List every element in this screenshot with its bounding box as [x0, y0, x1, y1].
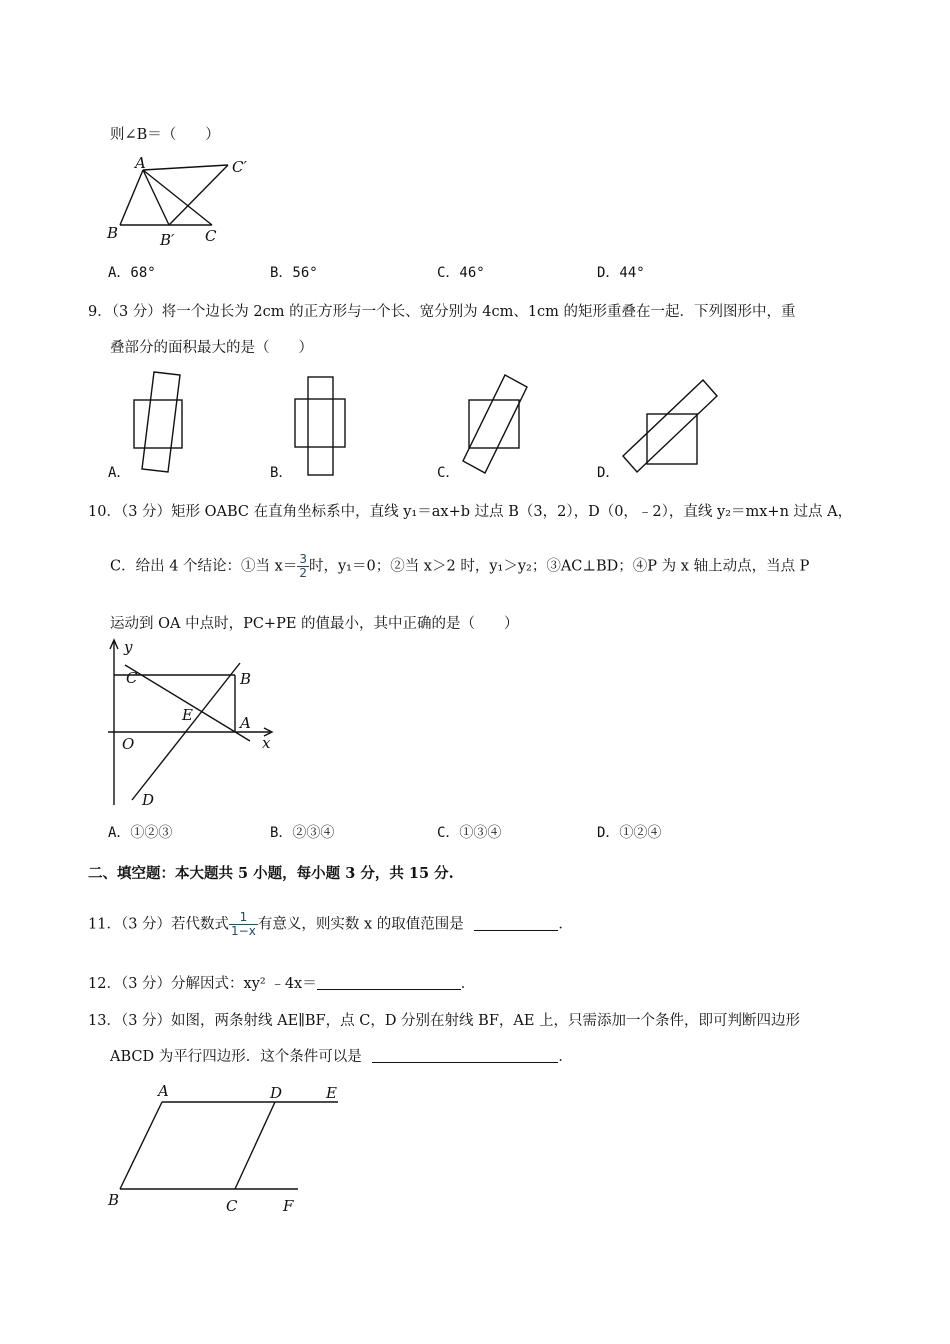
q13-label-b: B	[108, 1191, 120, 1209]
q13-label-a: A	[158, 1082, 169, 1100]
q11-pre: 11．（3 分）若代数式	[88, 916, 230, 933]
q10-line2-pre: C．给出 4 个结论：①当 x＝	[110, 558, 298, 575]
q10-label-e: E	[182, 706, 193, 724]
q9-figure-b	[290, 372, 350, 477]
q11-post: 有意义，则实数 x 的取值范围是	[257, 916, 464, 933]
q10-stem-line1: 10．（3 分）矩形 OABC 在直角坐标系中，直线 y₁＝ax+b 过点 B（3，2），D（0，﹣2），直线 y₂＝mx+n 过点 A，	[88, 504, 853, 520]
q10-option-d: D．①②④	[597, 825, 662, 841]
q9-option-d: D．	[597, 465, 620, 481]
q8-label-b-prime: B′	[160, 231, 175, 249]
q12-stem	[88, 972, 475, 993]
q8-option-b: B．56°	[270, 265, 318, 281]
q8-label-a: A	[135, 154, 146, 172]
q11-end: ．	[558, 916, 573, 933]
q13-line2-pre: ABCD 为平行四边形．这个条件可以是	[110, 1049, 362, 1065]
q9-option-a: A．	[108, 465, 131, 481]
q8-label-b: B	[107, 224, 119, 242]
q10-label-y: y	[124, 638, 133, 656]
q10-option-c: C．①③④	[437, 825, 502, 841]
q10-label-o: O	[122, 735, 135, 753]
q11-answer-blank[interactable]	[474, 916, 558, 931]
q10-option-b: B．②③④	[270, 825, 335, 841]
q11-fraction	[229, 911, 258, 938]
q8-label-c-prime: C′	[232, 158, 247, 176]
q13-end: ．	[558, 1049, 573, 1065]
q13-stem-line2	[110, 1045, 573, 1066]
q9-stem-line2: 叠部分的面积最大的是（ ）	[110, 340, 313, 356]
q10-stem-line2	[110, 553, 809, 580]
q8-option-c: C．46°	[437, 265, 485, 281]
q13-label-e: E	[326, 1084, 337, 1102]
q13-stem-line1: 13．（3 分）如图，两条射线 AE∥BF，点 C，D 分别在射线 BF，AE 上，只需添加一个条件，即可判断四边形	[88, 1013, 801, 1029]
q9-figure-a	[130, 370, 190, 475]
q10-label-c: C	[126, 669, 138, 687]
q10-label-a: A	[240, 714, 251, 732]
q8-option-a: A．68°	[108, 265, 156, 281]
q12-pre: 12．（3 分）分解因式：xy² ﹣4x＝	[88, 976, 317, 992]
q8-option-d: D．44°	[597, 265, 645, 281]
q13-figure	[100, 1075, 350, 1220]
q9-figure-d	[615, 370, 720, 475]
section2-heading: 二、填空题：本大题共 5 小题，每小题 3 分，共 15 分.	[88, 865, 454, 882]
q10-fraction-num: 3	[299, 552, 307, 566]
q10-label-d: D	[142, 791, 155, 809]
q11-fraction-den: 1−x	[231, 924, 256, 938]
q9-figure-c	[455, 370, 535, 475]
q9-option-b: B．	[270, 465, 293, 481]
q13-label-d: D	[270, 1084, 283, 1102]
q12-answer-blank[interactable]	[317, 975, 461, 990]
q9-option-c: C．	[437, 465, 460, 481]
q8-stem-tail: 则∠B＝（ ）	[110, 127, 220, 143]
q9-stem-line1: 9．（3 分）将一个边长为 2cm 的正方形与一个长、宽分别为 4cm、1cm 的矩形重叠在一起．下列图形中，重	[88, 304, 796, 320]
q10-label-b: B	[240, 670, 252, 688]
q8-figure	[100, 150, 270, 250]
q10-line2-post: 时，y₁＝0；②当 x＞2 时，y₁＞y₂；③AC⊥BD；④P 为 x 轴上动点，当点 P	[308, 558, 810, 575]
q12-end: ．	[460, 976, 476, 992]
q10-fraction-den: 2	[299, 566, 307, 580]
q13-answer-blank[interactable]	[372, 1048, 558, 1063]
q10-fraction	[297, 553, 309, 580]
q13-label-c: C	[226, 1197, 238, 1215]
q10-label-x: x	[262, 734, 271, 752]
q8-label-c: C	[205, 227, 217, 245]
q11-stem	[88, 911, 573, 938]
q10-stem-line3: 运动到 OA 中点时，PC+PE 的值最小，其中正确的是（ ）	[110, 616, 519, 632]
q11-fraction-num: 1	[229, 911, 258, 925]
q10-figure	[100, 635, 285, 815]
q13-label-f: F	[283, 1197, 294, 1215]
q10-option-a: A．①②③	[108, 825, 173, 841]
